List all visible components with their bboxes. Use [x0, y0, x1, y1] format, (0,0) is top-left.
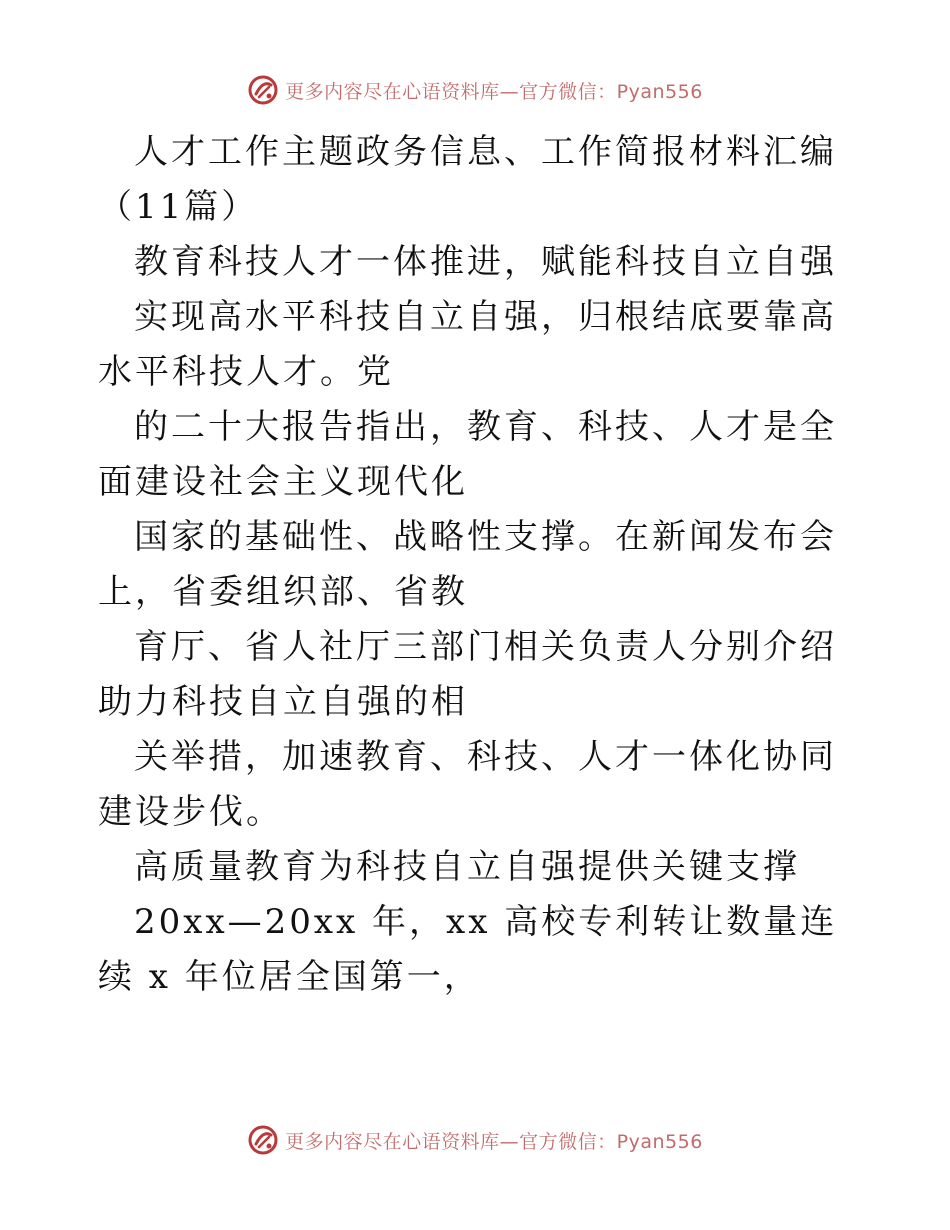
logo-icon	[247, 1124, 279, 1156]
body-paragraph: 实现高水平科技自立自强，归根结底要靠高水平科技人才。党	[98, 297, 837, 392]
body-paragraph: 育厅、省人社厅三部门相关负责人分别介绍助力科技自立自强的相	[98, 627, 837, 722]
logo-icon	[247, 74, 279, 106]
section-heading: 高质量教育为科技自立自强提供关键支撑	[134, 847, 800, 887]
body-paragraph: 的二十大报告指出，教育、科技、人才是全面建设社会主义现代化	[98, 407, 837, 502]
body-paragraph: 20xx—20xx 年，xx 高校专利转让数量连续 x 年位居全国第一，	[98, 902, 838, 997]
header-banner-text: 更多内容尽在心语资料库—官方微信：Pyan556	[285, 80, 703, 103]
body-paragraph: 国家的基础性、战略性支撑。在新闻发布会上，省委组织部、省教	[98, 517, 837, 612]
footer-banner	[0, 1120, 950, 1160]
section-heading: 教育科技人才一体推进，赋能科技自立自强	[134, 242, 837, 282]
body-paragraph: 关举措，加速教育、科技、人才一体化协同建设步伐。	[98, 737, 837, 832]
footer-banner-text: 更多内容尽在心语资料库—官方微信：Pyan556	[285, 1130, 703, 1153]
document-body	[98, 125, 858, 1005]
document-title: 人才工作主题政务信息、工作简报材料汇编（11篇）	[98, 132, 837, 227]
header-banner	[0, 70, 950, 110]
